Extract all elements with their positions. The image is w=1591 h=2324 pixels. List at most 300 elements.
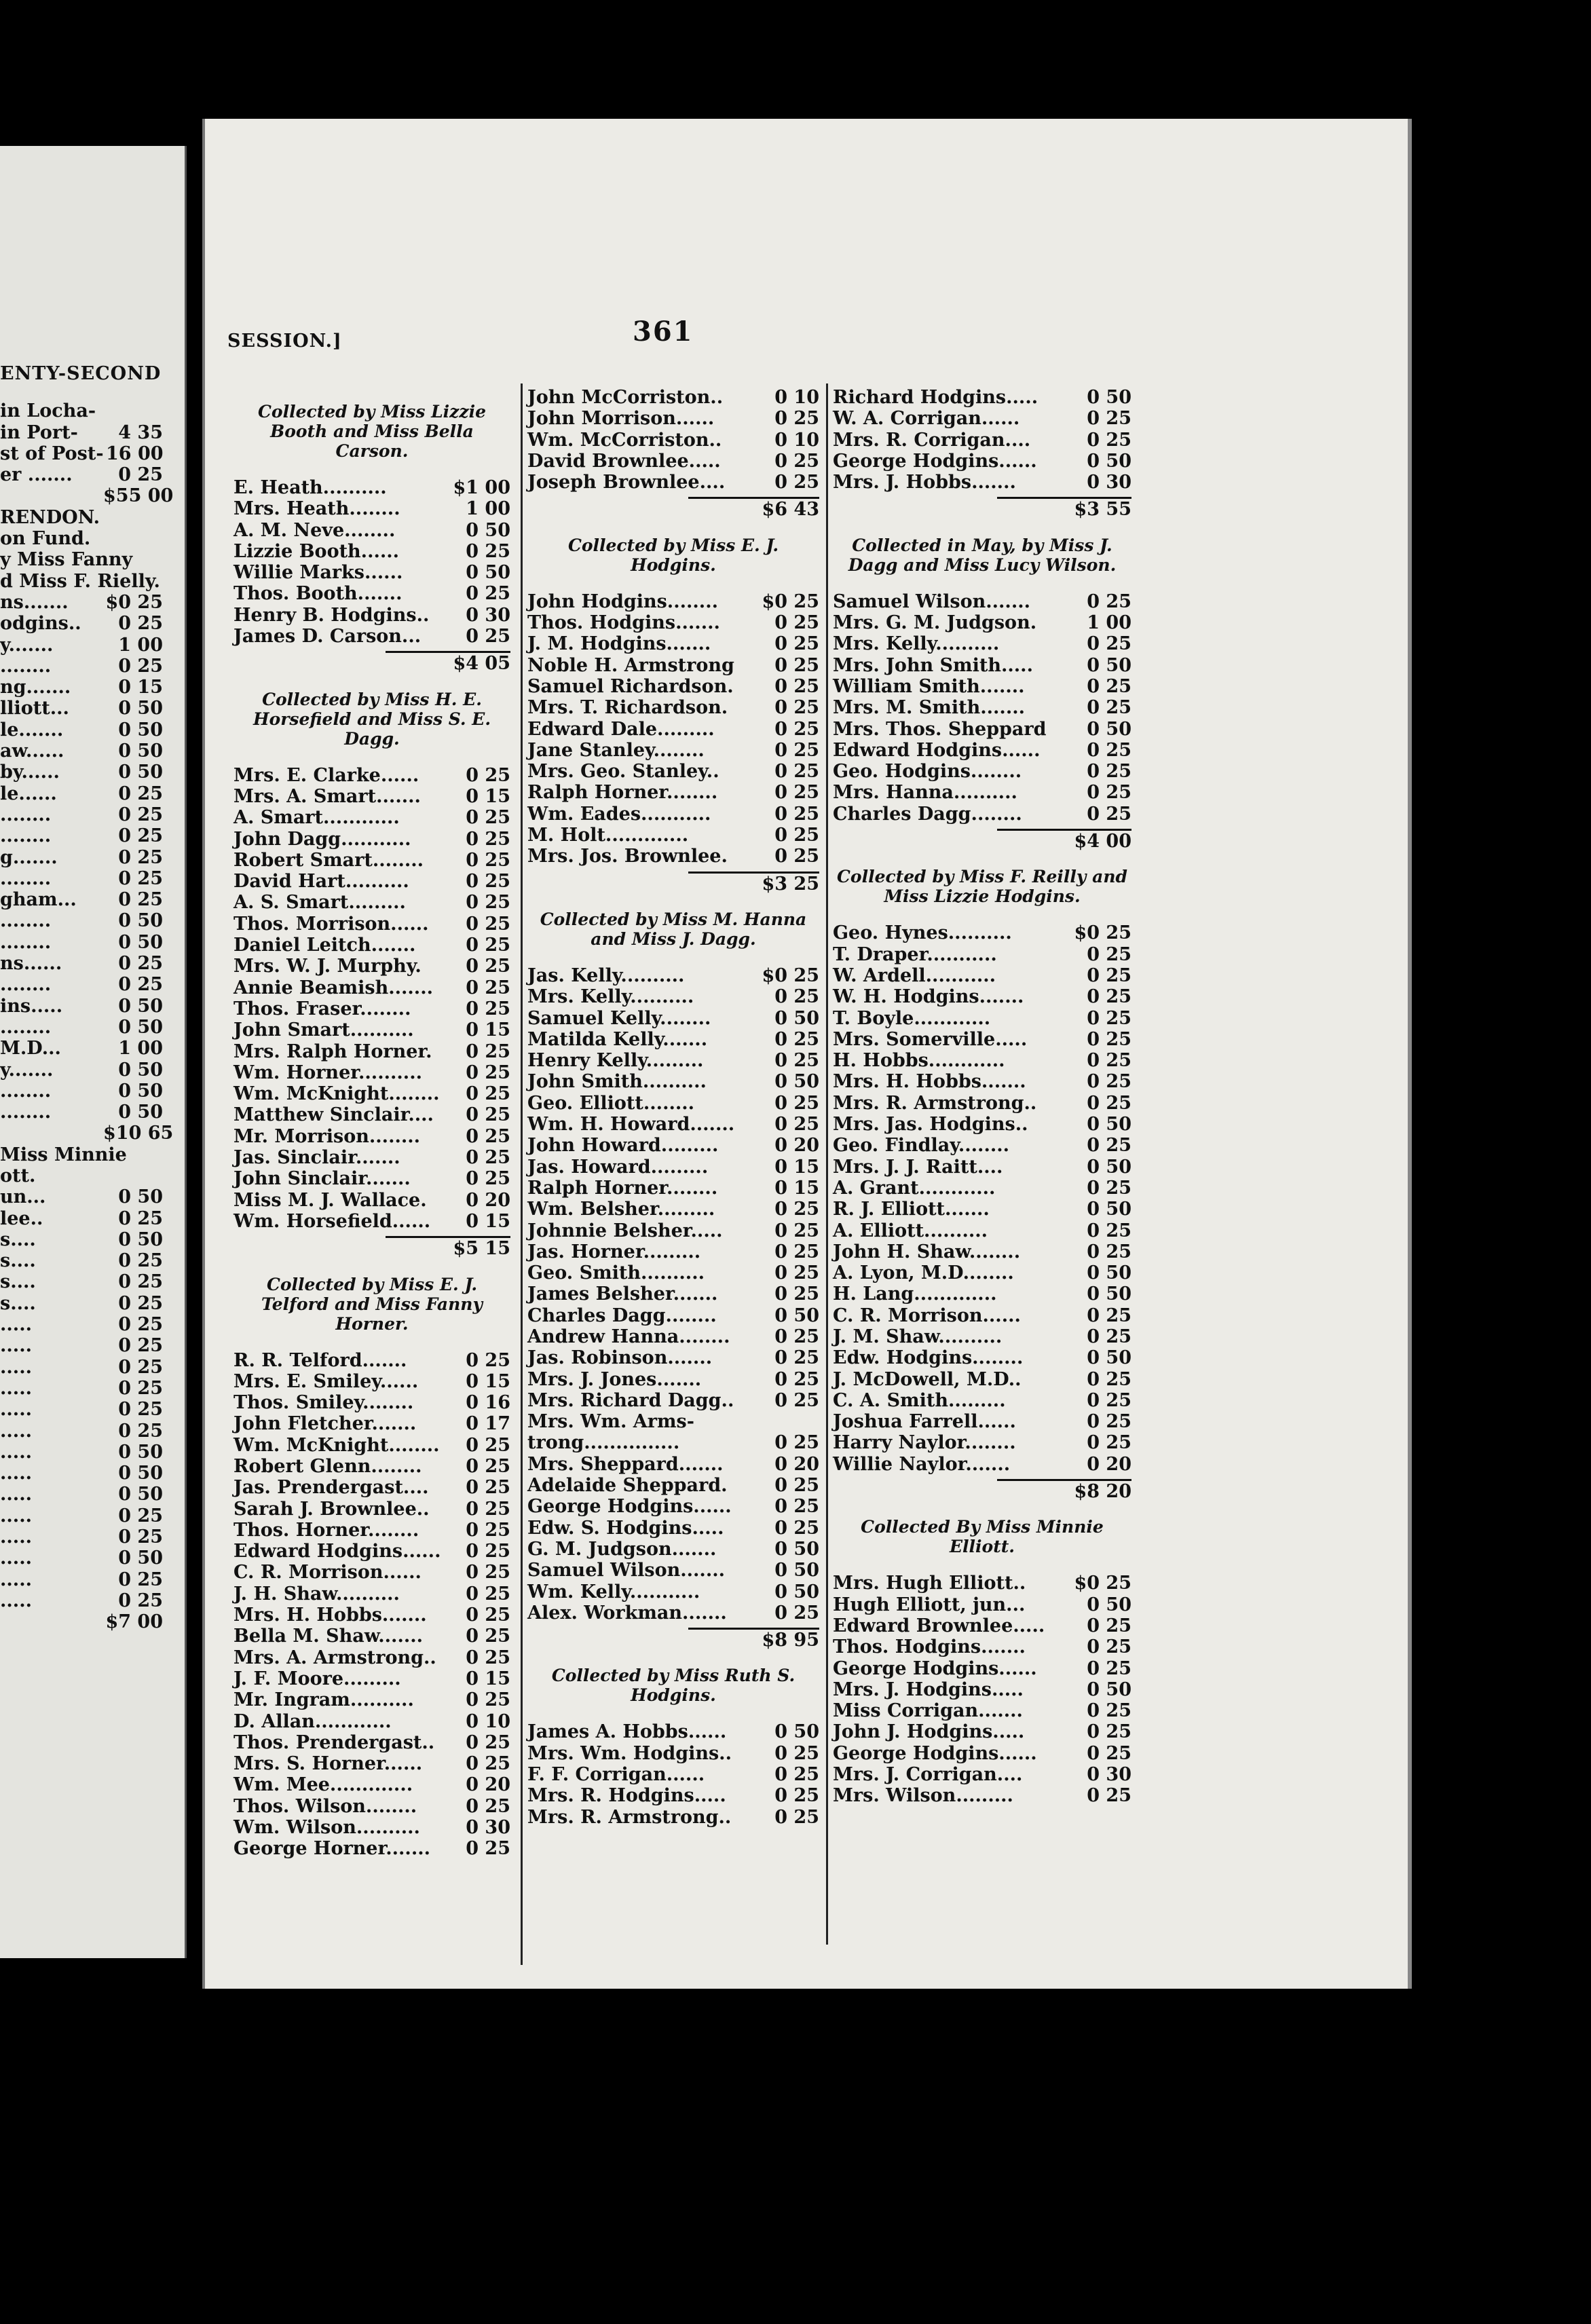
entry-row (527, 591, 819, 612)
entry-name: H. Hobbs............ (833, 1050, 1005, 1072)
entry-row (527, 1135, 819, 1156)
left-line-name: s.... (0, 1271, 36, 1293)
entry-name: John Smart.......... (233, 1019, 414, 1041)
entry-amount: 0 25 (466, 998, 510, 1019)
left-line-name: ........ (0, 825, 52, 847)
left-line-name: un... (0, 1186, 46, 1208)
entry-amount: 0 25 (466, 935, 510, 956)
entry-name: George Hodgins...... (527, 1496, 732, 1518)
entry-name: T. Draper........... (833, 943, 997, 965)
entry-name: Mrs. J. Hobbs....... (833, 472, 1016, 493)
entry-name: Thos. Hodgins....... (527, 612, 720, 634)
entry-row (833, 1199, 1131, 1220)
entry-amount: 0 50 (774, 1581, 819, 1603)
entry-row (527, 1262, 819, 1283)
left-line (0, 996, 163, 1017)
entry-row (527, 1305, 819, 1326)
left-line-amount: 0 25 (118, 1377, 163, 1399)
entry-name: Robert Smart........ (233, 849, 424, 871)
entry-name: Jas. Horner......... (527, 1241, 701, 1262)
left-line (0, 422, 163, 443)
entry-row (233, 498, 510, 519)
entry-row (833, 922, 1131, 943)
entry-row (233, 935, 510, 956)
entry-name: Thos. Booth....... (233, 583, 403, 605)
left-line (0, 1335, 163, 1356)
section-header: Collected by Miss Lizzie Booth and Miss Bella Carson. (258, 402, 486, 461)
section-header: Collected by Miss E. J. Telford and Miss Fanny Horner. (261, 1274, 483, 1334)
entry-row (233, 1774, 510, 1795)
entry-row (833, 719, 1131, 740)
entry-row (527, 697, 819, 718)
left-line-name: aw...... (0, 741, 64, 762)
entry-row (233, 1190, 510, 1211)
entry-name: Mrs. T. Richardson. (527, 697, 728, 719)
entry-name: Thos. Prendergast.. (233, 1731, 435, 1753)
entry-row (833, 1305, 1131, 1326)
entry-name: Edw. S. Hodgins..... (527, 1517, 724, 1539)
entry-amount: 0 25 (774, 1496, 819, 1518)
entry-amount: 0 25 (774, 1432, 819, 1454)
entry-name: Miss M. J. Wallace. (233, 1189, 427, 1211)
left-line-amount: 0 50 (118, 741, 163, 762)
left-line-amount: 0 50 (118, 1548, 163, 1569)
entry-name: Mrs. E. Smiley...... (233, 1370, 419, 1392)
entry-amount: 0 20 (466, 1774, 510, 1796)
section-total: $6 43 (688, 497, 820, 520)
entry-amount: 0 25 (774, 825, 819, 846)
left-line-name: ..... (0, 1505, 32, 1526)
left-line-name: ........ (0, 1080, 52, 1102)
left-line-amount: 0 50 (118, 1229, 163, 1250)
entry-row (233, 1711, 510, 1732)
entry-row (527, 1029, 819, 1050)
left-line-name: in Locha- (0, 400, 96, 422)
entry-row (833, 1220, 1131, 1241)
left-line (0, 1250, 163, 1271)
section-total: $4 00 (997, 829, 1131, 852)
left-line-name: ..... (0, 1377, 32, 1399)
entry-amount: 0 25 (466, 1647, 510, 1668)
entry-amount: 0 25 (774, 633, 819, 655)
entry-name: M. Holt............. (527, 825, 689, 846)
entry-row (833, 1700, 1131, 1721)
entry-row (527, 965, 819, 986)
entry-name: George Hodgins...... (833, 450, 1037, 472)
section-total: $5 15 (386, 1236, 510, 1259)
left-line-name: s.... (0, 1250, 36, 1272)
entry-name: John H. Shaw........ (833, 1241, 1021, 1262)
left-line-amount: 0 25 (118, 1271, 163, 1293)
left-line-amount: 0 50 (118, 1484, 163, 1505)
left-line (0, 507, 163, 528)
entry-row (527, 719, 819, 740)
entry-row (233, 977, 510, 998)
entry-name: Noble H. Armstrong (527, 654, 734, 676)
entry-amount: 0 25 (1087, 1326, 1131, 1347)
entry-amount: 0 25 (1087, 1432, 1131, 1454)
entry-name: Mrs. M. Smith....... (833, 697, 1026, 719)
entry-name: Henry B. Hodgins.. (233, 604, 430, 626)
entry-name: Mrs. W. J. Murphy. (233, 956, 422, 977)
entry-amount: 0 10 (774, 387, 819, 408)
running-head: SESSION.] (227, 331, 342, 352)
entry-row (833, 986, 1131, 1007)
entry-amount: 0 25 (466, 828, 510, 850)
entry-row (233, 807, 510, 828)
entry-amount: 0 15 (466, 1370, 510, 1392)
entry-row (833, 1157, 1131, 1178)
entry-amount: 0 25 (774, 612, 819, 634)
entry-row (233, 1477, 510, 1498)
entry-amount: 0 20 (774, 1453, 819, 1475)
entry-name: Mrs. Richard Dagg.. (527, 1389, 734, 1411)
section-header: Collected by Miss F. Reilly and Miss Lizzie Hodgins. (837, 867, 1127, 907)
left-line-name (0, 1123, 103, 1144)
entry-row (527, 472, 819, 493)
left-line (0, 1017, 163, 1038)
entry-name: J. H. Shaw.......... (233, 1583, 400, 1605)
left-line-name: er ....... (0, 464, 73, 486)
entry-row (233, 1435, 510, 1456)
entry-name: Jas. Prendergast.... (233, 1477, 429, 1499)
entry-amount: 0 25 (1087, 986, 1131, 1008)
entry-amount: 0 25 (466, 1583, 510, 1605)
entry-name: Harry Naylor........ (833, 1432, 1016, 1454)
entry-name: John Dagg........... (233, 828, 411, 850)
entry-row (833, 1636, 1131, 1657)
entry-row (527, 430, 819, 451)
entry-name: Andrew Hanna........ (527, 1326, 730, 1347)
entry-name: George Horner....... (233, 1838, 431, 1860)
entry-name: Henry Kelly......... (527, 1050, 704, 1072)
entry-row (833, 697, 1131, 718)
entry-row (527, 1581, 819, 1603)
entry-amount: $0 25 (762, 964, 819, 986)
section-total: $8 95 (688, 1628, 820, 1651)
entry-name: F. F. Corrigan...... (527, 1764, 705, 1786)
entry-amount: 0 25 (466, 764, 510, 786)
left-page-column (0, 363, 174, 1633)
right-page (202, 119, 1412, 1989)
entry-name: John Sinclair....... (233, 1168, 411, 1190)
left-line (0, 1378, 163, 1399)
entry-name: Richard Hodgins..... (833, 387, 1038, 408)
entry-name: Samuel Kelly........ (527, 1007, 711, 1029)
left-line-amount: 4 35 (118, 421, 163, 443)
entry-amount: 0 50 (774, 1007, 819, 1029)
entry-row (233, 1817, 510, 1838)
left-line-name: d Miss F. Rielly. (0, 570, 160, 592)
entry-row (833, 804, 1131, 825)
entry-row (233, 1732, 510, 1753)
entry-amount: 0 25 (774, 1114, 819, 1136)
entry-amount: 0 25 (1087, 1028, 1131, 1050)
column-3 (833, 387, 1131, 1807)
entry-amount: 0 25 (1087, 429, 1131, 451)
entry-name: A. Smart............ (233, 807, 400, 829)
entry-name: Alex. Workman....... (527, 1602, 727, 1624)
entry-name: Hugh Elliott, jun... (833, 1594, 1026, 1615)
entry-row (233, 477, 510, 498)
entry-row (833, 1658, 1131, 1679)
left-line (0, 932, 163, 953)
entry-row (233, 1562, 510, 1583)
left-line-name: on Fund. (0, 528, 91, 550)
left-line-name: ..... (0, 1356, 32, 1378)
entry-name: Mrs. Hanna.......... (833, 782, 1017, 804)
entry-amount: 0 25 (774, 1028, 819, 1050)
entry-name: Samuel Wilson....... (833, 591, 1031, 612)
entry-row (233, 1019, 510, 1041)
entry-amount: 0 50 (1087, 387, 1131, 408)
entry-amount: 0 25 (774, 846, 819, 867)
entry-amount: 0 25 (466, 1041, 510, 1062)
entry-amount: 0 25 (466, 1689, 510, 1711)
entry-name: Mrs. G. M. Judgson. (833, 612, 1037, 634)
entry-row (527, 1560, 819, 1581)
section-total: $3 25 (688, 872, 820, 895)
left-line-amount (103, 1165, 163, 1186)
entry-name: Edward Dale......... (527, 718, 715, 740)
left-line-name: le...... (0, 783, 57, 804)
left-line (0, 1526, 163, 1548)
entry-name: Mrs. Ralph Horner. (233, 1041, 432, 1062)
entry-row (527, 1475, 819, 1496)
entry-amount: 1 00 (1087, 612, 1131, 634)
entry-row (833, 1785, 1131, 1806)
entry-amount: 0 25 (774, 408, 819, 430)
left-line-amount: 0 25 (118, 953, 163, 975)
entry-name: Mrs. Wilson......... (833, 1785, 1013, 1807)
entry-row (233, 1583, 510, 1605)
entry-name: Mrs. Wm. Hodgins.. (527, 1742, 732, 1764)
left-line-amount: 0 50 (118, 995, 163, 1017)
left-line-amount: 0 50 (118, 910, 163, 932)
left-line-amount: 0 25 (118, 1420, 163, 1442)
left-line (0, 804, 163, 825)
section-header: Collected by Miss M. Hanna and Miss J. Dagg. (540, 909, 807, 949)
entry-amount: 0 25 (1087, 1636, 1131, 1658)
entry-amount: 0 30 (1087, 472, 1131, 493)
entry-name: Jas. Sinclair....... (233, 1147, 400, 1169)
left-line-amount: 0 25 (118, 825, 163, 847)
entry-amount: 0 15 (466, 1019, 510, 1041)
entry-name: W. H. Hodgins....... (833, 986, 1024, 1008)
entry-row (233, 1541, 510, 1562)
left-line (0, 635, 163, 656)
entry-row (527, 1178, 819, 1199)
entry-name: R. J. Elliott....... (833, 1199, 990, 1220)
entry-amount: 0 25 (774, 697, 819, 719)
entry-row (527, 612, 819, 633)
entry-amount: 0 25 (1087, 591, 1131, 612)
section-header: Collected By Miss Minnie Elliott. (861, 1517, 1104, 1557)
entry-name: George Hodgins...... (833, 1657, 1037, 1679)
entry-row (233, 583, 510, 604)
left-line (0, 1060, 163, 1081)
entry-name: Lizzie Booth...... (233, 540, 400, 562)
left-line-name: ..... (0, 1399, 32, 1421)
entry-row (527, 986, 819, 1007)
entry-amount: 0 25 (1087, 803, 1131, 825)
entry-row (833, 1178, 1131, 1199)
entry-amount: 0 25 (1087, 697, 1131, 719)
entry-amount: 0 25 (466, 1562, 510, 1583)
left-line-name (0, 1611, 103, 1632)
entry-name: E. Heath.......... (233, 477, 387, 498)
entry-amount: 0 25 (774, 1326, 819, 1347)
entry-amount: 0 15 (466, 1668, 510, 1689)
left-line (0, 1123, 174, 1144)
left-line-amount: 0 25 (118, 1590, 163, 1611)
left-line-amount: 0 50 (118, 1016, 163, 1038)
entry-name: Wm. H. Howard....... (527, 1114, 735, 1136)
entry-name: Mrs. H. Hobbs....... (833, 1071, 1026, 1093)
left-line-amount: 0 25 (118, 1292, 163, 1314)
entry-name: Mrs. E. Clarke...... (233, 764, 419, 786)
left-line (0, 783, 163, 804)
left-line-name: ..... (0, 1335, 32, 1357)
entry-amount: 0 25 (1087, 408, 1131, 430)
entry-row (833, 655, 1131, 676)
left-line (0, 1505, 163, 1526)
left-line-amount: 0 15 (118, 677, 163, 698)
entry-name: Adelaide Sheppard. (527, 1475, 728, 1497)
entry-row (527, 1721, 819, 1742)
left-line-amount: 0 25 (118, 1207, 163, 1229)
entry-name: Mrs. J. Corrigan.... (833, 1764, 1023, 1786)
left-line (0, 698, 163, 719)
entry-row (833, 944, 1131, 965)
entry-row (833, 591, 1131, 612)
entry-row (527, 1539, 819, 1560)
entry-name: Thos. Horner........ (233, 1519, 419, 1541)
left-line-amount: 0 25 (118, 974, 163, 996)
entry-amount: 0 25 (1087, 1305, 1131, 1326)
entry-name: Mrs. Thos. Sheppard (833, 718, 1047, 740)
entry-row (527, 825, 819, 846)
entry-name: John Hodgins........ (527, 591, 719, 612)
entry-name: John Smith.......... (527, 1071, 707, 1093)
left-line (0, 1421, 163, 1442)
left-line-name: lliott... (0, 698, 69, 719)
left-line (0, 1611, 163, 1632)
left-line-name: st of Post- (0, 443, 104, 464)
entry-row (833, 612, 1131, 633)
entry-row (527, 1454, 819, 1475)
entry-row (527, 804, 819, 825)
entry-row (833, 676, 1131, 697)
entry-row (233, 765, 510, 786)
entry-row (833, 1029, 1131, 1050)
entry-row (233, 1499, 510, 1520)
entry-row (233, 1689, 510, 1710)
entry-row (833, 1594, 1131, 1615)
left-line (0, 592, 163, 613)
entry-name: Mrs. R. Corrigan.... (833, 429, 1031, 451)
entry-amount: 0 25 (774, 1050, 819, 1072)
entry-amount: 0 25 (774, 654, 819, 676)
entry-row (233, 1413, 510, 1434)
entry-row (833, 1454, 1131, 1475)
left-line-name: odgins.. (0, 613, 81, 635)
entry-amount: 0 50 (774, 1560, 819, 1581)
left-line (0, 528, 163, 549)
entry-amount: 0 25 (1087, 1050, 1131, 1072)
entry-amount: 0 25 (1087, 1700, 1131, 1722)
entry-name: David Brownlee..... (527, 450, 721, 472)
entry-name: Mrs. J. Jones....... (527, 1368, 702, 1390)
left-line (0, 443, 163, 464)
left-line (0, 656, 163, 677)
entry-name: Charles Dagg........ (833, 803, 1022, 825)
left-line-name: lee.. (0, 1207, 43, 1229)
entry-amount: 0 25 (1087, 1785, 1131, 1807)
entry-name: J. McDowell, M.D.. (833, 1368, 1022, 1390)
entry-name: Mr. Morrison........ (233, 1125, 421, 1147)
entry-name: Daniel Leitch....... (233, 935, 416, 956)
left-line (0, 1144, 163, 1165)
entry-row (833, 1573, 1131, 1594)
left-line-name: ........ (0, 974, 52, 996)
left-line (0, 549, 163, 570)
entry-row (233, 1147, 510, 1168)
entry-name: Mrs. Geo. Stanley.. (527, 761, 719, 783)
left-line-amount: 0 50 (118, 931, 163, 953)
entry-amount: 0 25 (1087, 943, 1131, 965)
entry-amount: 0 25 (774, 472, 819, 493)
entry-row (833, 1615, 1131, 1636)
left-line-name: ........ (0, 910, 52, 932)
entry-name: Thos. Morrison...... (233, 913, 429, 935)
entry-amount: 0 25 (466, 1168, 510, 1190)
entry-row (833, 408, 1131, 429)
entry-name: Mrs. J. Hodgins..... (833, 1679, 1024, 1700)
entry-name: Jane Stanley........ (527, 739, 705, 761)
entry-row (233, 829, 510, 850)
entry-amount: 0 50 (774, 1721, 819, 1743)
entry-row (527, 1369, 819, 1390)
page-number: 361 (633, 316, 694, 348)
entry-name: Jas. Howard......... (527, 1156, 709, 1178)
entry-amount: 0 25 (1087, 1368, 1131, 1390)
entry-amount: 0 50 (1087, 718, 1131, 740)
entry-amount: $0 25 (1074, 922, 1131, 944)
left-line-amount: $0 25 (105, 591, 163, 613)
entry-row (527, 782, 819, 803)
entry-name: Wm. Kelly........... (527, 1581, 700, 1603)
entry-amount: 0 50 (1087, 1114, 1131, 1136)
entry-amount: 0 25 (1087, 761, 1131, 783)
entry-amount: 0 25 (466, 1753, 510, 1775)
entry-amount: 0 25 (1087, 964, 1131, 986)
left-line-name: ott. (0, 1165, 36, 1186)
left-line (0, 825, 163, 846)
left-line (0, 974, 163, 995)
entry-name: Mrs. H. Hobbs....... (233, 1605, 427, 1626)
entry-amount: 0 25 (1087, 1241, 1131, 1262)
left-line-name: ins..... (0, 995, 63, 1017)
left-line-name: ns...... (0, 953, 62, 975)
left-line (0, 1208, 163, 1229)
entry-amount: 0 25 (774, 1517, 819, 1539)
left-line (0, 889, 163, 910)
entry-row (527, 761, 819, 782)
entry-amount: 0 50 (1087, 1594, 1131, 1615)
entry-row (833, 1347, 1131, 1368)
entry-row (527, 408, 819, 429)
